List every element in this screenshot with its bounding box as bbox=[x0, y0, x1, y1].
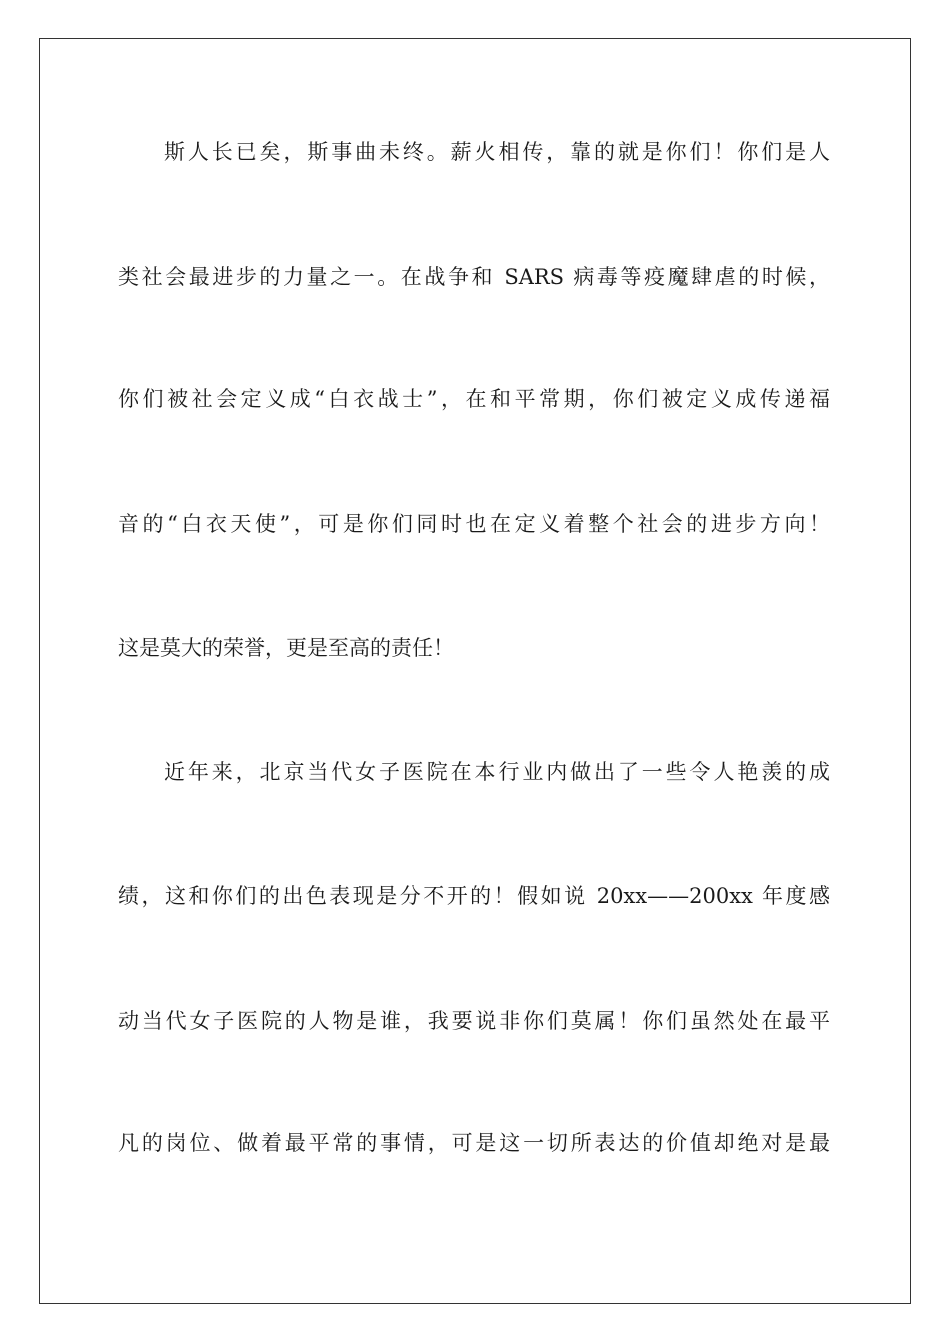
paragraph-1-line-4: 音的“白衣天使”，可是你们同时也在定义着整个社会的进步方向！ bbox=[118, 512, 830, 536]
page-frame bbox=[39, 38, 911, 1304]
paragraph-2-line-4: 凡的岗位、做着最平常的事情，可是这一切所表达的价值却绝对是最 bbox=[118, 1131, 830, 1155]
paragraph-2-line-1: 近年来，北京当代女子医院在本行业内做出了一些令人艳羡的成 bbox=[164, 760, 830, 784]
paragraph-2-line-2: 绩，这和你们的出色表现是分不开的！假如说 20xx——200xx 年度感 bbox=[118, 884, 830, 908]
paragraph-2-line-3: 动当代女子医院的人物是谁，我要说非你们莫属！你们虽然处在最平 bbox=[118, 1009, 830, 1033]
paragraph-1-line-3: 你们被社会定义成“白衣战士”，在和平常期，你们被定义成传递福 bbox=[118, 387, 830, 411]
paragraph-1-line-1: 斯人长已矣，斯事曲未终。薪火相传，靠的就是你们！你们是人 bbox=[164, 140, 830, 164]
paragraph-1-line-5: 这是莫大的荣誉，更是至高的责任！ bbox=[118, 636, 454, 660]
paragraph-1-line-2: 类社会最进步的力量之一。在战争和 SARS 病毒等疫魔肆虐的时候， bbox=[118, 265, 830, 289]
